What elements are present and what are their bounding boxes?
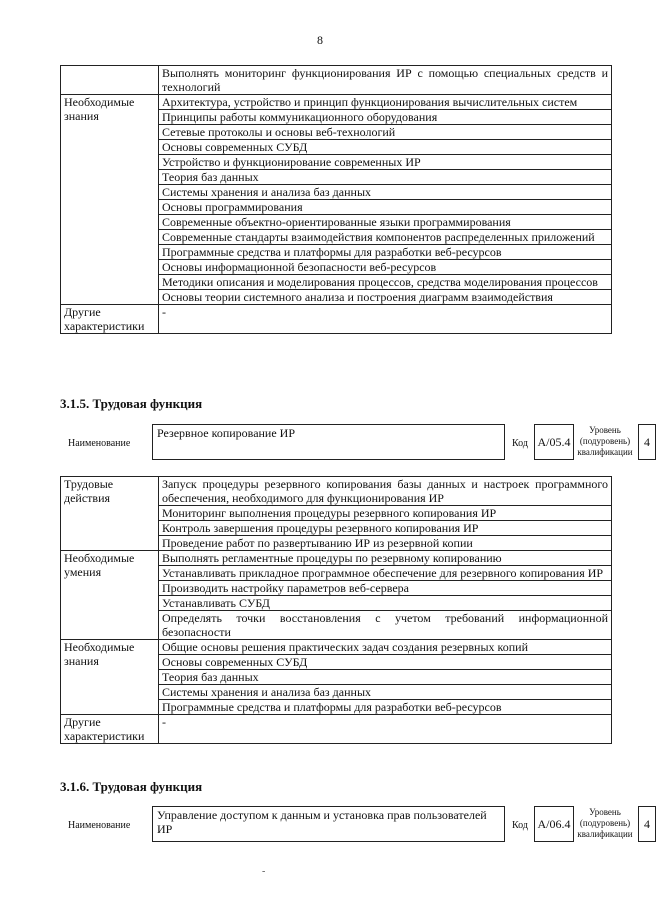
row-item: Устанавливать прикладное программное обеспечение для резервного копирования ИР xyxy=(159,566,612,581)
row-item: Основы теории системного анализа и построения диаграмм взаимодействия xyxy=(159,290,612,305)
function-code: A/06.4 xyxy=(534,806,574,842)
table-row xyxy=(61,551,612,566)
row-item: Контроль завершения процедуры резервного копирования ИР xyxy=(159,521,612,536)
row-item: Основы программирования xyxy=(159,200,612,215)
table-row xyxy=(61,95,612,110)
row-item: Архитектура, устройство и принцип функционирования вычислительных систем xyxy=(159,95,612,110)
row-label: Другие характеристики xyxy=(61,715,159,744)
name-label: Наименование xyxy=(68,820,131,831)
row-item: Теория баз данных xyxy=(159,170,612,185)
row-label: Трудовые действия xyxy=(61,477,159,551)
level-label: Уровень (подуровень) квалификации xyxy=(577,807,633,839)
function-info-3-1-5 xyxy=(60,424,650,466)
row-item: Теория баз данных xyxy=(159,670,612,685)
name-label: Наименование xyxy=(68,438,131,449)
row-item: Программные средства и платформы для разработки веб-ресурсов xyxy=(159,700,612,715)
row-label: Другие характеристики xyxy=(61,305,159,334)
row-item: Устройство и функционирование современных ИР xyxy=(159,155,612,170)
row-label: Необходимые знания xyxy=(61,640,159,715)
row-item: Устанавливать СУБД xyxy=(159,596,612,611)
qualification-level: 4 xyxy=(638,424,656,460)
section-heading-3-1-5: 3.1.5. Трудовая функция xyxy=(60,396,203,411)
row-item: Общие основы решения практических задач создания резервных копий xyxy=(159,640,612,655)
row-item: - xyxy=(159,305,612,334)
table-row xyxy=(61,640,612,655)
row-item: Основы современных СУБД xyxy=(159,140,612,155)
table-row xyxy=(61,477,612,506)
row-item: Мониторинг выполнения процедуры резервного копирования ИР xyxy=(159,506,612,521)
row-item: Производить настройку параметров веб-сервера xyxy=(159,581,612,596)
row-label: Необходимые знания xyxy=(61,95,159,305)
row-item: Выполнять мониторинг функционирования ИР с помощью специальных средств и технологий xyxy=(159,66,612,95)
row-item: Программные средства и платформы для разработки веб-ресурсов xyxy=(159,245,612,260)
row-item: Системы хранения и анализа баз данных xyxy=(159,685,612,700)
row-item: Сетевые протоколы и основы веб-технологий xyxy=(159,125,612,140)
qualification-level: 4 xyxy=(638,806,656,842)
competency-table-continuation xyxy=(60,65,612,334)
footer-mark: - xyxy=(262,866,266,877)
level-label: Уровень (подуровень) квалификации xyxy=(577,425,633,457)
code-label: Код xyxy=(512,438,528,449)
function-name: Резервное копирование ИР xyxy=(152,424,505,460)
row-item: Принципы работы коммуникационного оборудования xyxy=(159,110,612,125)
row-item: - xyxy=(159,715,612,744)
table-row xyxy=(61,305,612,334)
section-heading-3-1-6: 3.1.6. Трудовая функция xyxy=(60,779,203,794)
code-label: Код xyxy=(512,820,528,831)
function-info-3-1-6 xyxy=(60,806,650,848)
page-number: 8 xyxy=(317,33,323,47)
row-item: Основы современных СУБД xyxy=(159,655,612,670)
row-item: Методики описания и моделирования процессов, средства моделирования процессов xyxy=(159,275,612,290)
table-row xyxy=(61,66,612,95)
row-label xyxy=(61,66,159,95)
row-item: Определять точки восстановления с учетом требований информационной безопасности xyxy=(159,611,612,640)
row-label: Необходимые умения xyxy=(61,551,159,640)
row-item: Системы хранения и анализа баз данных xyxy=(159,185,612,200)
function-name: Управление доступом к данным и установка прав пользователей ИР xyxy=(152,806,505,842)
function-3-1-5-table xyxy=(60,476,612,744)
row-item: Основы информационной безопасности веб-ресурсов xyxy=(159,260,612,275)
row-item: Запуск процедуры резервного копирования базы данных и настроек программного обеспечения, необходимого для функционирования ИР xyxy=(159,477,612,506)
row-item: Современные стандарты взаимодействия компонентов распределенных приложений xyxy=(159,230,612,245)
row-item: Современные объектно-ориентированные языки программирования xyxy=(159,215,612,230)
row-item: Проведение работ по развертыванию ИР из резервной копии xyxy=(159,536,612,551)
table-row xyxy=(61,715,612,744)
function-code: A/05.4 xyxy=(534,424,574,460)
row-item: Выполнять регламентные процедуры по резервному копированию xyxy=(159,551,612,566)
